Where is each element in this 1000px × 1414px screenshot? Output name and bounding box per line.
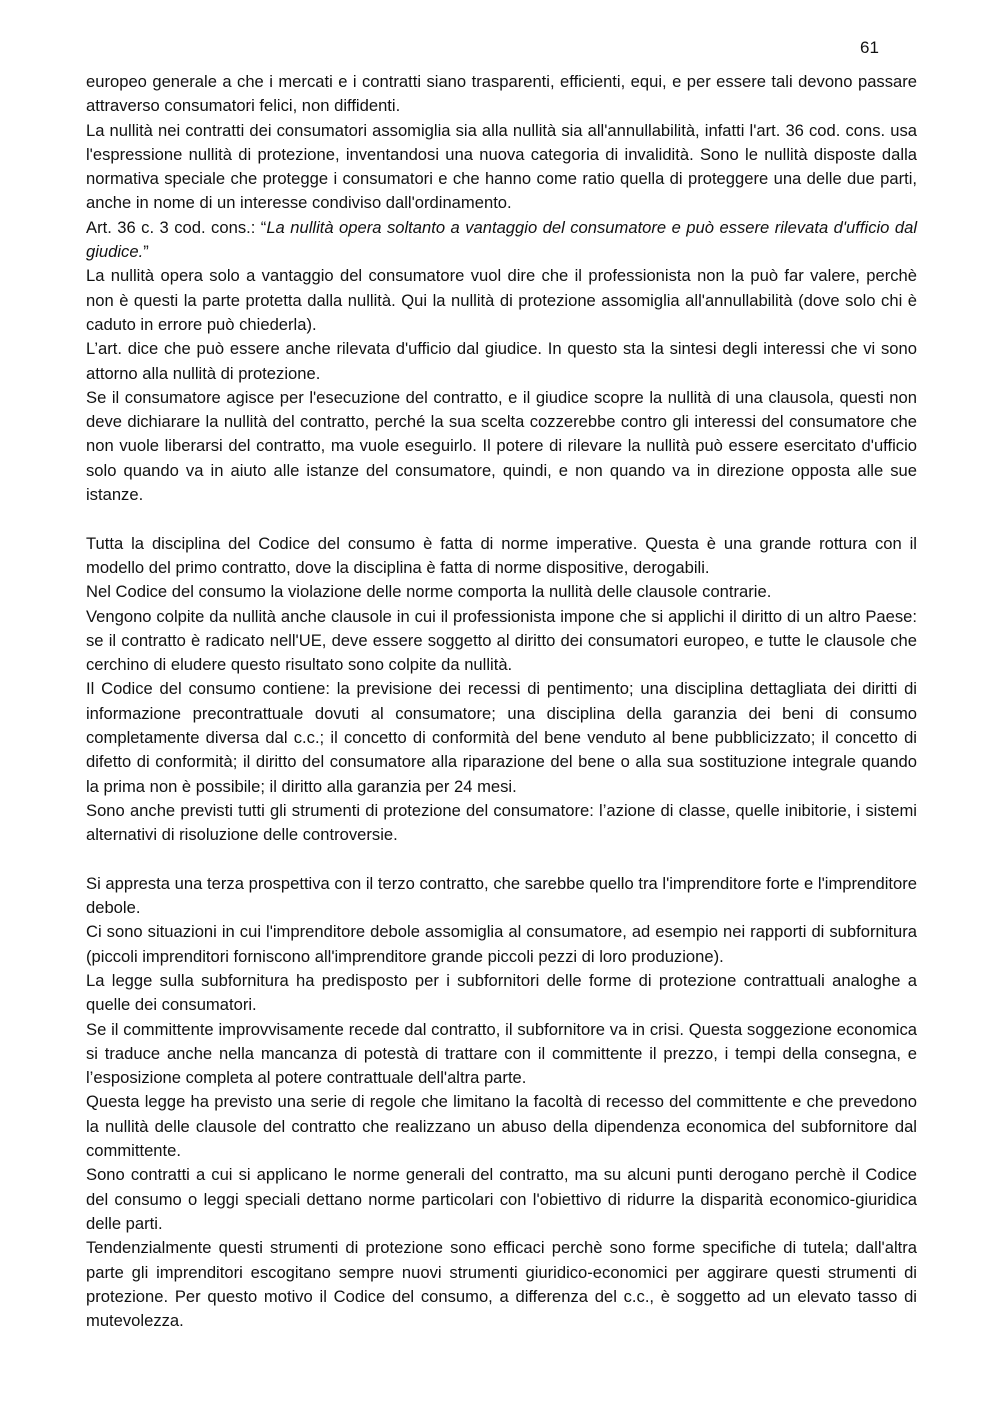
paragraph-spacer — [86, 507, 917, 531]
paragraph: La nullità nei contratti dei consumatori assomiglia sia alla nullità sia all'annullabilità, infatti l'art. 36 cod. cons. usa l'espressione nullità di protezione, inventandosi una nuova categoria di invalidità. Sono le nullità disposte dalla normativa speciale che protegge i consumatori e che hanno come ratio quella di proteggere una delle due parti, anche in nome di un interesse condiviso dall'ordinamento. — [86, 120, 917, 213]
quote-italic-text: La nullità opera soltanto a vantaggio del consumatore e può essere rilevata d'ufficio dal giudice. — [86, 217, 918, 262]
quoted-article-paragraph — [86, 216, 917, 265]
paragraph: Tendenzialmente questi strumenti di protezione sono efficaci perchè sono forme specifiche di tutela; dall'altra parte gli imprenditori escogitano sempre nuovi strumenti giuridico-economici per aggirare questi strumenti di protezione. Per questo motivo il Codice del consumo, a differenza del c.c., è soggetto ad un elevato tasso di mutevolezza. — [86, 1238, 917, 1331]
paragraph-spacer — [86, 848, 917, 872]
paragraph: Sono contratti a cui si applicano le norme generali del contratto, ma su alcuni punti derogano perchè il Codice del consumo o leggi speciali dettano norme particolari con l'obiettivo di ridurre la disparità economico-giuridica delle parti. — [86, 1165, 917, 1233]
page-number: 61 — [860, 38, 879, 57]
paragraph: La nullità opera solo a vantaggio del consumatore vuol dire che il professionista non la può far valere, perchè non è questi la parte protetta dalla nullità. Qui la nullità di protezione assomiglia all'annullabilità (dove solo chi è caduto in errore può chiederla). — [86, 266, 917, 334]
paragraph: Il Codice del consumo contiene: la previsione dei recessi di pentimento; una disciplina dettagliata dei diritti di informazione precontrattuale dovuti al consumatore; una disciplina della garanzia dei beni di consumo completamente diversa dal c.c.; il concetto di conformità del bene venduto al bene pubblicizzato; il concetto di difetto di conformità; il diritto del consumatore alla riparazione del bene o alla sua sostituzione integrale quando la prima non è possibile; il diritto alla garanzia per 24 mesi. — [86, 679, 917, 796]
quote-prefix: Art. 36 c. 3 cod. cons.: “ — [86, 217, 267, 237]
paragraph: Vengono colpite da nullità anche clausole in cui il professionista impone che si applichi il diritto di un altro Paese: se il contratto è radicato nell'UE, deve essere soggetto al diritto dei consumatori europeo, e tutte le clausole che cerchino di eludere questo risultato sono colpite da nullità. — [86, 606, 917, 675]
paragraph: Questa legge ha previsto una serie di regole che limitano la facoltà di recesso del committente e che prevedono la nullità delle clausole del contratto che realizzano un abuso della dipendenza economica del subfornitore dal committente. — [86, 1092, 917, 1161]
paragraph: Nel Codice del consumo la violazione delle norme comporta la nullità delle clausole contrarie. — [86, 582, 772, 602]
paragraph: Tutta la disciplina del Codice del consumo è fatta di norme imperative. Questa è una grande rottura con il modello del primo contratto, dove la disciplina è fatta di norme dispositive, derogabili. — [86, 533, 917, 577]
paragraph: Sono anche previsti tutti gli strumenti di protezione del consumatore: l’azione di classe, quelle inibitorie, i sistemi alternativi di risoluzione delle controversie. — [86, 800, 917, 845]
paragraph: Se il consumatore agisce per l'esecuzione del contratto, e il giudice scopre la nullità di una clausola, questi non deve dichiarare la nullità del contratto, perché la sua scelta cozzerebbe contro gli interessi del consumatore che non vuole liberarsi del contratto, ma vuole eseguirlo. Il potere di rilevare la nullità può essere esercitato d'ufficio solo quando va in aiuto alle istanze del consumatore, quindi, e non quando va in direzione opposta alle sue istanze. — [86, 387, 917, 505]
paragraph: L’art. dice che può essere anche rilevata d'ufficio dal giudice. In questo sta la sintesi degli interessi che vi sono attorno alla nullità di protezione. — [86, 339, 917, 383]
paragraph: Si appresta una terza prospettiva con il terzo contratto, che sarebbe quello tra l'imprenditore forte e l'imprenditore debole. — [86, 873, 917, 918]
paragraph: Ci sono situazioni in cui l'imprenditore debole assomiglia al consumatore, ad esempio nei rapporti di subfornitura (piccoli imprenditori forniscono all'imprenditore grande piccoli pezzi di loro produzione). — [86, 922, 917, 966]
paragraph: Se il committente improvvisamente recede dal contratto, il subfornitore va in crisi. Questa soggezione economica si traduce anche nella mancanza di potestà di trattare con il committente il prezzo, i tempi della consegna, e l’esposizione completa al potere contrattuale dell'altra parte. — [86, 1019, 917, 1088]
document-body — [86, 70, 917, 1333]
quote-suffix: ” — [143, 242, 149, 262]
paragraph: La legge sulla subfornitura ha predisposto per i subfornitori delle forme di protezione contrattuali analoghe a quelle dei consumatori. — [86, 970, 917, 1015]
paragraph: europeo generale a che i mercati e i contratti siano trasparenti, efficienti, equi, e per essere tali devono passare attraverso consumatori felici, non diffidenti. — [86, 72, 917, 116]
